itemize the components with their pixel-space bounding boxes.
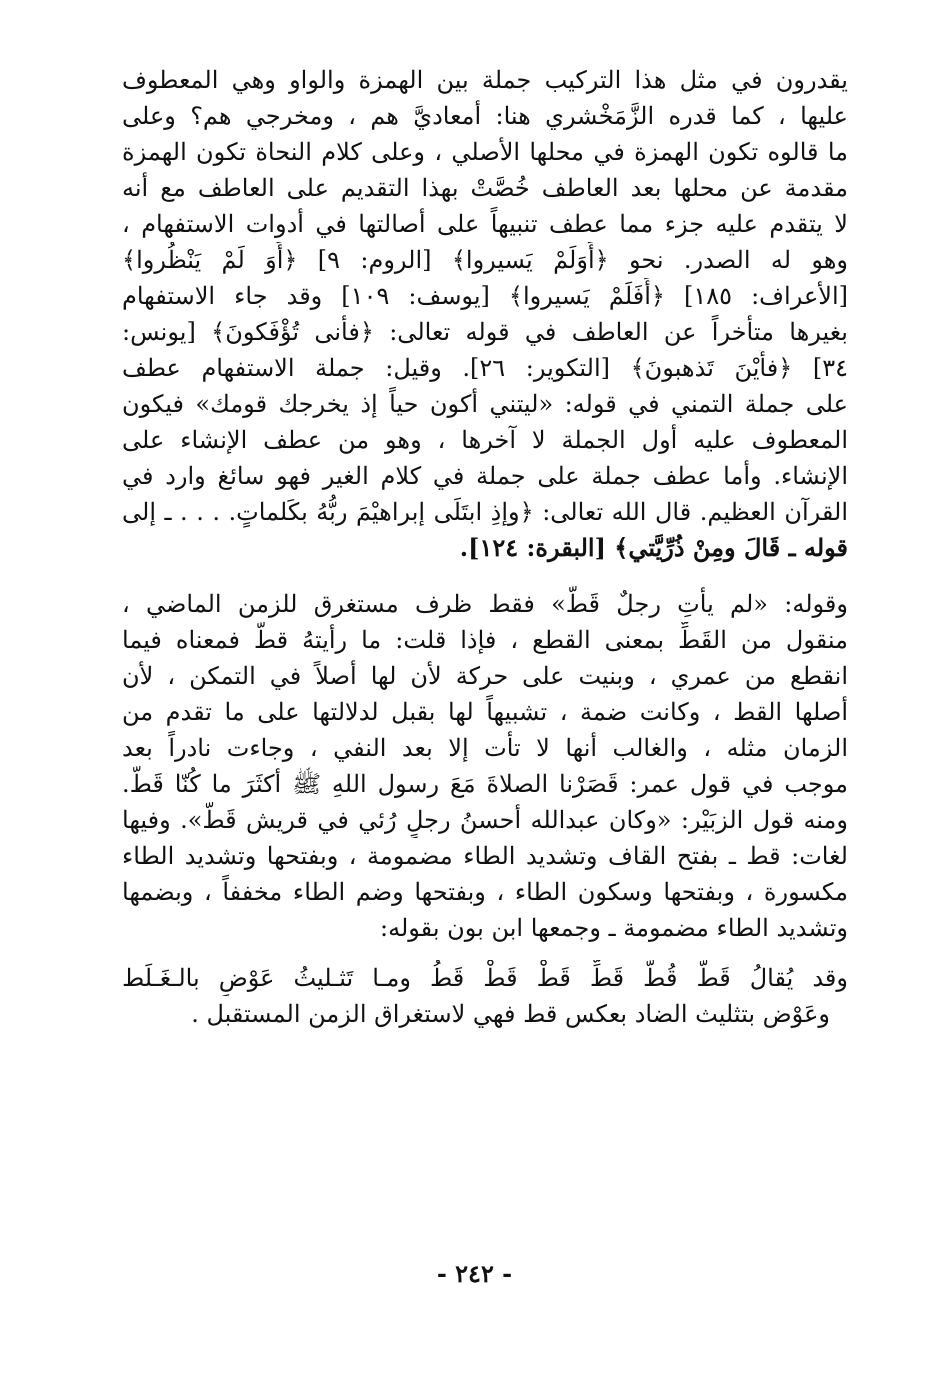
text-line: بغيرها متأخراً عن العاطف في قوله تعالى: ﴿فأنى تُؤْفَكونَ﴾ [يونس: [122,318,848,346]
text-line: الإنشاء. وأما عطف جملة على جملة في كلام الغير فهو سائغ وارد في [122,462,848,490]
text-line: منقول من القَطِّ بمعنى القطع ، فإذا قلت: ما رأيتهُ قطُّ فمعناه فيما [122,626,848,654]
paragraph-grammar [122,62,848,566]
text-line: لغات: قط ـ بفتح القاف وتشديد الطاء مضمومة ، وبفتحها وتشديد الطاء [122,842,848,870]
verse-block [122,960,848,1032]
text-line: لا يتقدم عليه جزء مما عطف تنبيهاً على أصالتها في أدوات الاستفهام ، [122,210,848,238]
text-line: القرآن العظيم. قال الله تعالى: ﴿وإذِ ابتَلَى إبراهيْمَ ربُّهُ بكَلماتٍ. . . . ـ إلى [122,498,848,526]
text-line: موجب في قول عمر: قَصَرْنا الصلاةَ مَعَ رسول اللهِ ﷺ أكثَرَ ما كُنّا قَطُّ. [122,770,848,798]
paragraph-spacer [122,946,848,960]
text-line: المعطوف عليه أول الجملة لا آخرها ، وهو من عطف الإنشاء على [122,426,848,454]
page-body [122,62,848,1032]
paragraph-spacer [122,566,848,586]
text-line: ٣٤] ﴿فأَيْنَ تَذهبونَ﴾ [التكوير: ٢٦]. وقيل: جملة الاستفهام عطف [122,354,848,382]
text-line: ما قالوه تكون الهمزة في محلها الأصلي ، وعلى كلام النحاة تكون الهمزة [122,138,848,166]
text-line: مقدمة عن محلها بعد العاطف خُصَّتْ بهذا التقديم على العاطف مع أنه [122,174,848,202]
text-line: انقطع من عمري ، وبنيت على حركة لأن لها أصلاً في التمكن ، لأن [122,662,848,690]
text-line: قوله ـ قَالَ ومِنْ ذُرِّيَّتي﴾ [البقرة: ١٢٤]. [459,533,848,562]
text-line: وقوله: «لم يأتِ رجلٌ قَطُّ» فقط ظرف مستغرق للزمن الماضي ، [122,590,848,618]
text-line: عليها ، كما قدره الزَّمَخْشري هنا: أمعاديَّ هم ، ومخرجي هم؟ وعلى [122,102,848,130]
text-line: على جملة التمني في قوله: «ليتني أكون حياً إذ يخرجك قومك» فيكون [122,390,848,418]
text-line: وتشديد الطاء مضمومة ـ وجمعها ابن بون بقوله: [380,914,848,942]
text-line: الزمان مثله ، والغالب أنها لا تأت إلا بعد النفي ، وجاءت نادراً بعد [122,734,848,762]
text-line: مكسورة ، وبفتحها وسكون الطاء ، وبفتحها وضم الطاء مخففاً ، وبضمها [122,878,848,906]
text-line: يقدرون في مثل هذا التركيب جملة بين الهمزة والواو وهي المعطوف [122,66,848,94]
text-line: ومنه قول الزبَيْر: «وكان عبدالله أحسنُ رجلٍ رُئي في قريش قَطُّ». وفيها [122,806,848,834]
paragraph-qatt [122,586,848,946]
page-number: - ٢٤٢ - [436,1259,513,1288]
text-line: أصلها القط ، وكانت ضمة ، تشبيهاً لها بقبل لدلالتها على ما تقدم من [122,698,848,726]
text-line: [الأعراف: ١٨٥] ﴿أَفَلَمْ يَسيروا﴾ [يوسف: ١٠٩] وقد جاء الاستفهام [122,282,848,310]
verse-line: وعَوْض بتثليث الضاد بعكس قط فهي لاستغراق الزمن المستقبل . [191,1000,830,1028]
text-line: وهو له الصدر. نحو ﴿أَوَلَمْ يَسيروا﴾ [الروم: ٩] ﴿أَوَ لَمْ يَنْظُروا﴾ [122,246,848,274]
verse-line: وقد يُقالُ قَطُّ قُطُّ قَطِّ قَطْ قَطْ قَطُ ومـا تَثـليثُ عَوْضٍ بالـغَـلَط [122,964,848,992]
